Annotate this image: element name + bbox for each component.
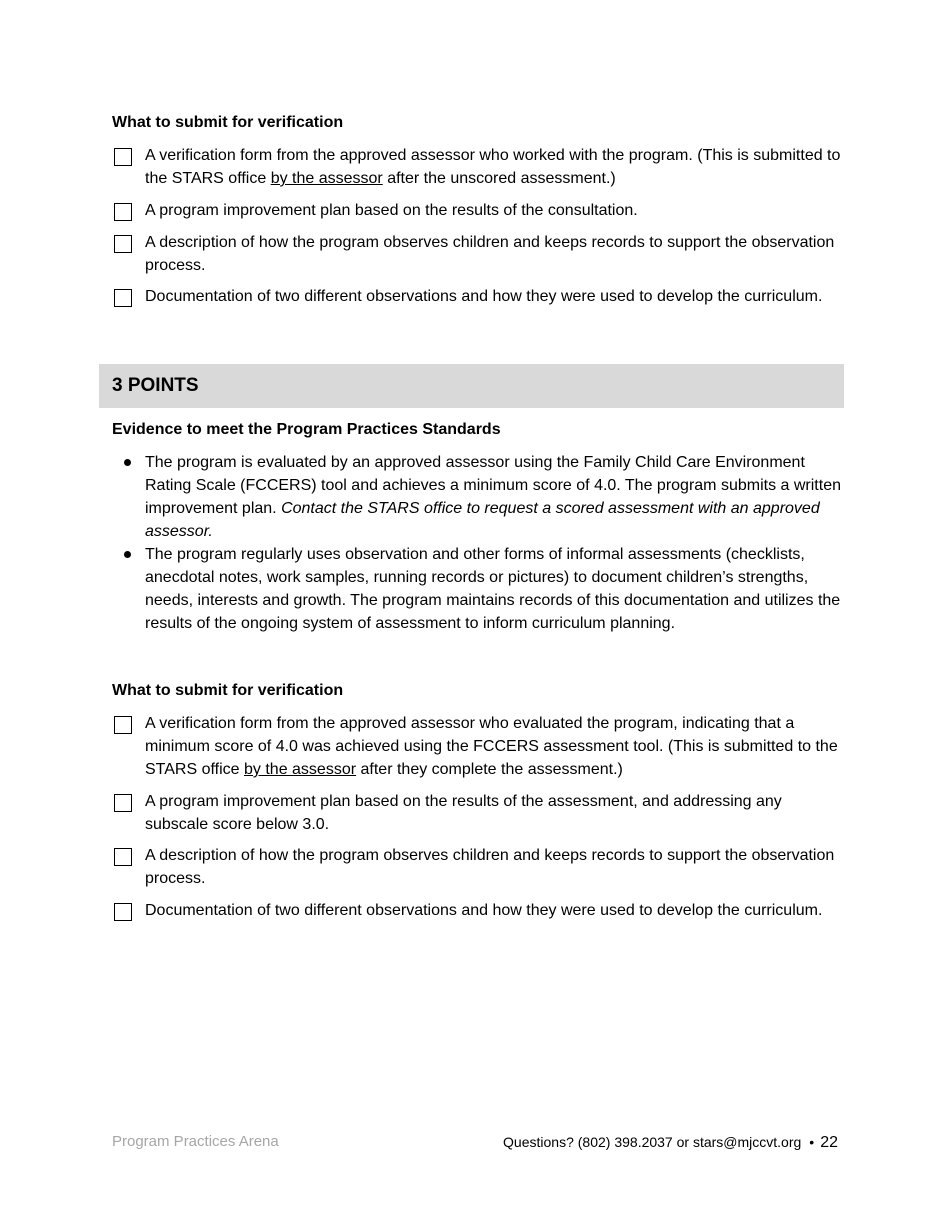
- checklist-item-text: A description of how the program observes children and keeps records to support the observation process.: [145, 847, 835, 887]
- page-number: 22: [820, 1134, 838, 1151]
- checklist-item: [112, 790, 842, 836]
- checklist-item: [112, 144, 842, 190]
- bullet-dot-icon: [124, 459, 131, 466]
- checklist-item: [112, 199, 842, 222]
- checkbox[interactable]: [114, 148, 132, 166]
- evidence-bullet-text: The program regularly uses observation and other forms of informal assessments (checklists, anecdotal notes, work samples, running records or pictures) to document children’s strengths, needs, interests and growth. The program maintains records of this documentation and utilizes the results of the ongoing system of assessment to inform curriculum planning.: [145, 546, 841, 632]
- checklist-item-text: Documentation of two different observations and how they were used to develop the curriculum.: [145, 288, 823, 305]
- checklist-item-text: Documentation of two different observations and how they were used to develop the curriculum.: [145, 902, 823, 919]
- checkbox[interactable]: [114, 235, 132, 253]
- footer-contact-text: Questions? (802) 398.2037 or stars@mjccvt.org: [503, 1134, 802, 1150]
- footer-section-name: Program Practices Arena: [112, 1133, 279, 1150]
- evidence-bullet: [112, 543, 842, 635]
- checklist-item-text: A verification form from the approved assessor who evaluated the program, indicating that a minimum score of 4.0 was achieved using the FCCERS assessment tool. (This is submitted to the STARS office by the assessor after they complete the assessment.): [145, 715, 838, 778]
- bullet-dot-icon: [124, 551, 131, 558]
- checkbox[interactable]: [114, 794, 132, 812]
- checklist-item: [112, 899, 842, 922]
- evidence-heading: Evidence to meet the Program Practices Standards: [112, 421, 501, 438]
- checkbox[interactable]: [114, 716, 132, 734]
- checklist-item-text: A verification form from the approved assessor who worked with the program. (This is submitted to the STARS office by the assessor after the unscored assessment.): [145, 147, 841, 187]
- checklist-item: [112, 231, 842, 277]
- footer-separator: •: [809, 1134, 815, 1150]
- verification-heading-bottom: What to submit for verification: [112, 682, 344, 699]
- evidence-bullet-text: The program is evaluated by an approved assessor using the Family Child Care Environment Rating Scale (FCCERS) tool and achieves a minimum score of 4.0. The program submits a written improvement plan. Contact the STARS office to request a scored assessment with an approved assessor.: [145, 454, 841, 540]
- checklist-item-text: A program improvement plan based on the results of the consultation.: [145, 202, 638, 219]
- checklist-item-text: A program improvement plan based on the results of the assessment, and addressing any subscale score below 3.0.: [145, 793, 782, 833]
- checklist-item-text: A description of how the program observes children and keeps records to support the observation process.: [145, 234, 835, 274]
- footer-contact: [503, 1132, 838, 1153]
- checklist-item: [112, 844, 842, 890]
- verification-heading-top: What to submit for verification: [112, 114, 344, 131]
- evidence-bullet: [112, 451, 842, 543]
- checklist-item: [112, 285, 842, 308]
- checkbox[interactable]: [114, 903, 132, 921]
- points-section-band: [99, 364, 844, 408]
- checkbox[interactable]: [114, 203, 132, 221]
- points-section-title: 3 POINTS: [112, 375, 199, 396]
- checklist-item: [112, 712, 842, 781]
- checkbox[interactable]: [114, 848, 132, 866]
- checkbox[interactable]: [114, 289, 132, 307]
